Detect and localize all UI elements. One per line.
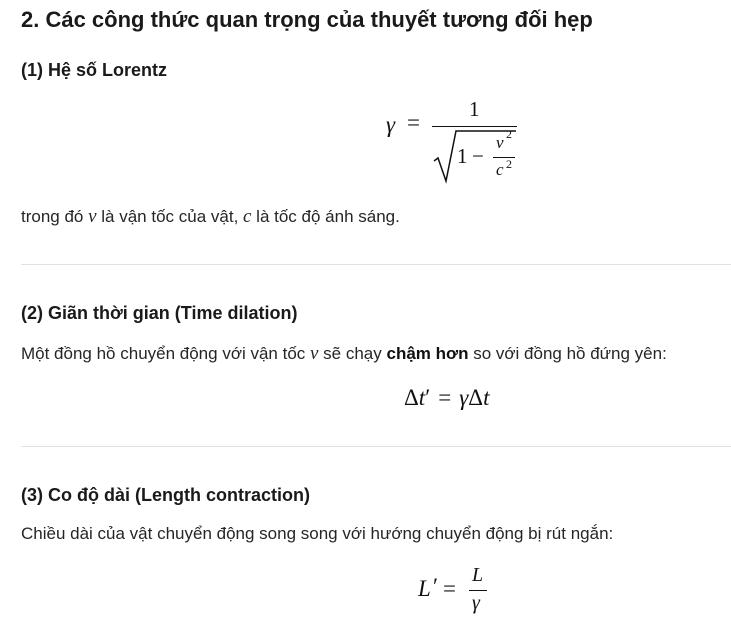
velocity-variable: v [496, 133, 504, 152]
numerator-one: 1 [469, 97, 480, 121]
light-speed-variable: c [496, 160, 504, 179]
prime-symbol: ′ [433, 574, 439, 599]
light-speed-exponent: 2 [506, 157, 512, 171]
prime-symbol: ′ [425, 385, 431, 410]
time-variable: t [483, 385, 490, 410]
desc-text: là vận tốc của vật, [96, 207, 244, 226]
gamma-denominator: γ [472, 592, 480, 614]
desc-text: là tốc độ ánh sáng. [251, 207, 400, 226]
dilation-heading: (2) Giãn thời gian (Time dilation) [21, 303, 298, 323]
section-divider [21, 264, 731, 265]
desc-text: trong đó [21, 207, 89, 226]
emphasis-text: chậm hơn [386, 344, 469, 363]
lorentz-description [21, 206, 400, 228]
time-variable: t [418, 385, 426, 410]
delta-symbol: Δ [468, 385, 484, 410]
desc-text: sẽ chạy [318, 344, 387, 363]
length-variable: L [418, 576, 431, 601]
section-divider [21, 446, 731, 447]
equals-sign: = [407, 110, 420, 135]
main-fraction-bar [432, 126, 517, 127]
equals-sign: = [443, 576, 456, 601]
velocity-symbol: v [310, 343, 319, 364]
contraction-heading: (3) Co độ dài (Length contraction) [21, 485, 310, 505]
desc-text: so với đồng hồ đứng yên: [468, 344, 667, 363]
dilation-description [21, 343, 667, 365]
minus-sign: − [472, 144, 484, 168]
section-title: 2. Các công thức quan trọng của thuyết tương đối hẹp [21, 7, 593, 32]
gamma-symbol: γ [459, 385, 469, 410]
velocity-symbol: v [88, 206, 97, 227]
time-dilation-formula [404, 385, 489, 411]
lorentz-formula [380, 95, 530, 190]
radicand-one: 1 [457, 144, 468, 168]
desc-text: Một đồng hồ chuyển động với vận tốc [21, 344, 310, 363]
delta-symbol: Δ [404, 385, 419, 410]
light-speed-symbol: c [243, 206, 252, 227]
length-numerator: L [472, 564, 484, 586]
equals-sign: = [438, 385, 452, 410]
gamma-symbol: γ [386, 112, 396, 137]
contraction-description: Chiều dài của vật chuyển động song song với hướng chuyển động bị rút ngắn: [21, 524, 614, 543]
length-contraction-formula [415, 564, 505, 622]
velocity-exponent: 2 [506, 127, 512, 141]
lorentz-heading: (1) Hệ số Lorentz [21, 60, 168, 80]
